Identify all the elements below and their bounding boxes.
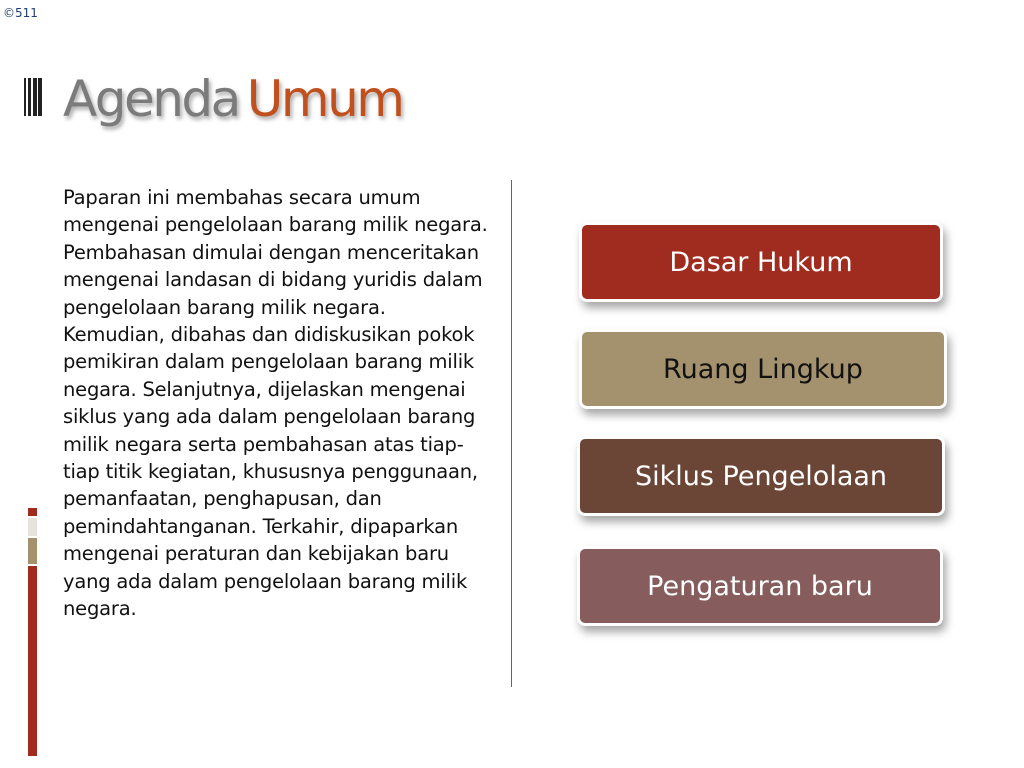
ruang-lingkup-button[interactable] <box>579 329 947 409</box>
siklus-pengelolaan-label: Siklus Pengelolaan <box>634 460 888 492</box>
siklus-pengelolaan-button[interactable] <box>577 436 945 516</box>
title-bars-icon <box>24 78 42 116</box>
body-paragraph: Paparan ini membahas secara umum mengenai pengelolaan barang milik negara. Pembahasan dimulai dengan menceritakan mengenai landasan di bidang yuridis dalam pengelolaan barang milik negara. Kemudian, dibahas dan didiskusikan pokok pemikiran dalam pengelolaan barang milik negara. Selanjutnya, dijelaskan mengenai siklus yang ada dalam pengelolaan barang milik negara serta pembahasan atas tiap-tiap titik kegiatan, khususnya penggunaan, pemanfaatan, penghapusan, dan pemindahtanganan. Terkahir, dipaparkan mengenai peraturan dan kebijakan baru yang ada dalam pengelolaan barang milik negara. <box>63 186 488 621</box>
slide-number-label: ©511 <box>3 6 38 20</box>
side-accent-bar <box>28 508 37 756</box>
title-word-umum: Umum <box>246 70 403 128</box>
pengaturan-baru-button[interactable] <box>577 546 943 626</box>
vertical-divider <box>511 180 512 687</box>
page-title <box>63 64 402 134</box>
pengaturan-baru-label: Pengaturan baru <box>647 570 873 602</box>
dasar-hukum-button[interactable] <box>579 222 943 302</box>
ruang-lingkup-label: Ruang Lingkup <box>663 353 863 385</box>
dasar-hukum-label: Dasar Hukum <box>669 246 853 278</box>
title-word-agenda: Agenda <box>63 70 239 128</box>
